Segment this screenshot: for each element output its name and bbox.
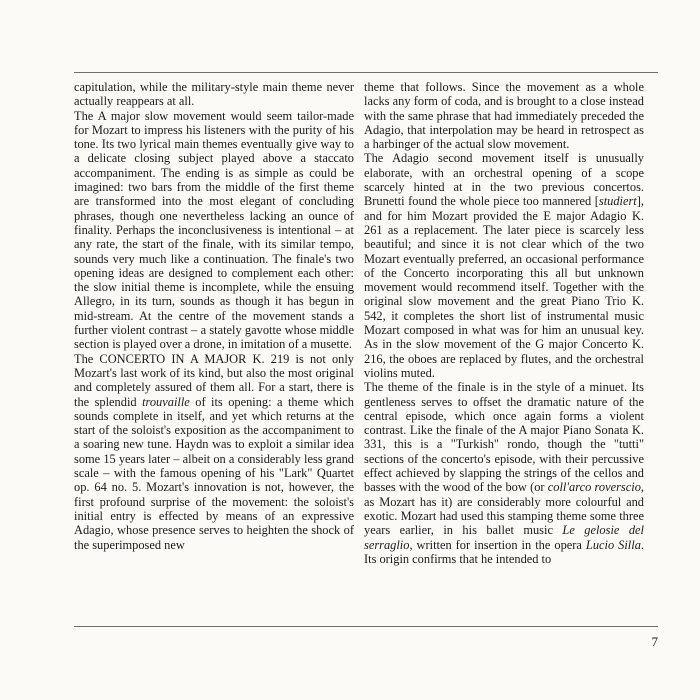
paragraph [74,80,354,109]
text-run: The Adagio second movement itself is unusually elaborate, with an orchestral opening of a scope scarcely hinted at in the two previous concertos. Brunetti found the whole piece too mannered [ [364,151,644,209]
text-run: ], and for him Mozart provided the E major Adagio K. 261 as a replacement. The later piece is scarcely less beautiful; and since it is not clear which of the two Mozart eventually preferred, an occasional performance of the Concerto incorporating this all but unknown movement would recommend itself. Together with the original slow movement and the great Piano Trio K. 542, it completes the short list of instrumental music Mozart composed in what was for him an unusual key. As in the slow movement of the G major Concerto K. 216, the oboes are replaced by flutes, and the orchestral violins muted. [364,194,644,380]
footer-rule [74,626,658,627]
text-run: , written for insertion in the opera [409,537,586,552]
italic-run: trouvaille [142,394,190,409]
paragraph [364,80,644,151]
paragraph [364,151,644,380]
text-run: theme that follows. Since the movement as a whole lacks any form of coda, and is brought to a close instead with the same phrase that had immediately preceded the Adagio, that interpolation may be heard in retrospect as a harbinger of the actual slow movement. [364,80,644,152]
paragraph [74,352,354,552]
page-number: 7 [651,634,658,649]
paragraph [74,109,354,352]
text-run: of its opening: a theme which sounds complete in itself, and yet which returns at the start of the soloist's exposition as the accompaniment to a soaring new tune. Haydn was to exploit a similar idea some 15 years later – albeit on a considerably less grand scale – with the famous opening of his "Lark" Quartet op. 64 no. 5. Mozart's innovation is not, however, the first profound surprise of the movement: the soloist's initial entry is effected by means of an expressive Adagio, whose presence serves to heighten the shock of the superimposed new [74,394,355,552]
header-rule [74,72,658,73]
paragraph [364,380,644,566]
italic-run: Lucio Silla [585,537,641,552]
text-run: The CONCERTO IN A MAJOR K. 219 is not only Mozart's last work of its kind, but also the most original and completely assured of them all. For a start, there is the splendid [74,351,354,409]
text-run: capitulation, while the military-style main theme never actually reappears at all. [74,80,354,109]
left-column [74,80,354,552]
right-column [364,80,644,566]
italic-run: studiert [598,194,637,209]
text-run: . Its origin confirms that he intended to [364,537,644,566]
text-run: The theme of the finale is in the style of a minuet. Its gentleness serves to offset the dramatic nature of the central episode, which once again forms a violent contrast. Like the finale of the A major Piano Sonata K. 331, this is a "Turkish" rondo, though the "tutti" sections of the concerto's episode, with their percussive effect achieved by slapping the strings of the cellos and basses with the wood of the bow (or [364,380,644,495]
italic-run: coll'arco roverscio [547,480,641,495]
text-run: The A major slow movement would seem tailor-made for Mozart to impress his listeners with the purity of his tone. Its two lyrical main themes eventually give way to a delicate closing subject played above a staccato accompaniment. The ending is as simple as could be imagined: two bars from the middle of the first theme are transformed into the most elegant of concluding phrases, though one nevertheless lacking an ounce of finality. Perhaps the inconclusiveness is intentional – at any rate, the start of the finale, with its similar tempo, sounds very much like a continuation. The finale's two opening ideas are designed to complement each other: the slow initial theme is incomplete, while the ensuing Allegro, in its turn, sounds as though it has begun in mid-stream. At the centre of the movement stands a further violent contrast – a stately gavotte whose middle section is played over a drone, in imitation of a musette. [74,108,354,352]
text-run: , as Mozart has it) are considerably more colourful and exotic. Mozart had used this stamping theme some three years earlier, in his ballet music [364,480,644,538]
italic-run: Le gelosie del serraglio [364,523,644,552]
